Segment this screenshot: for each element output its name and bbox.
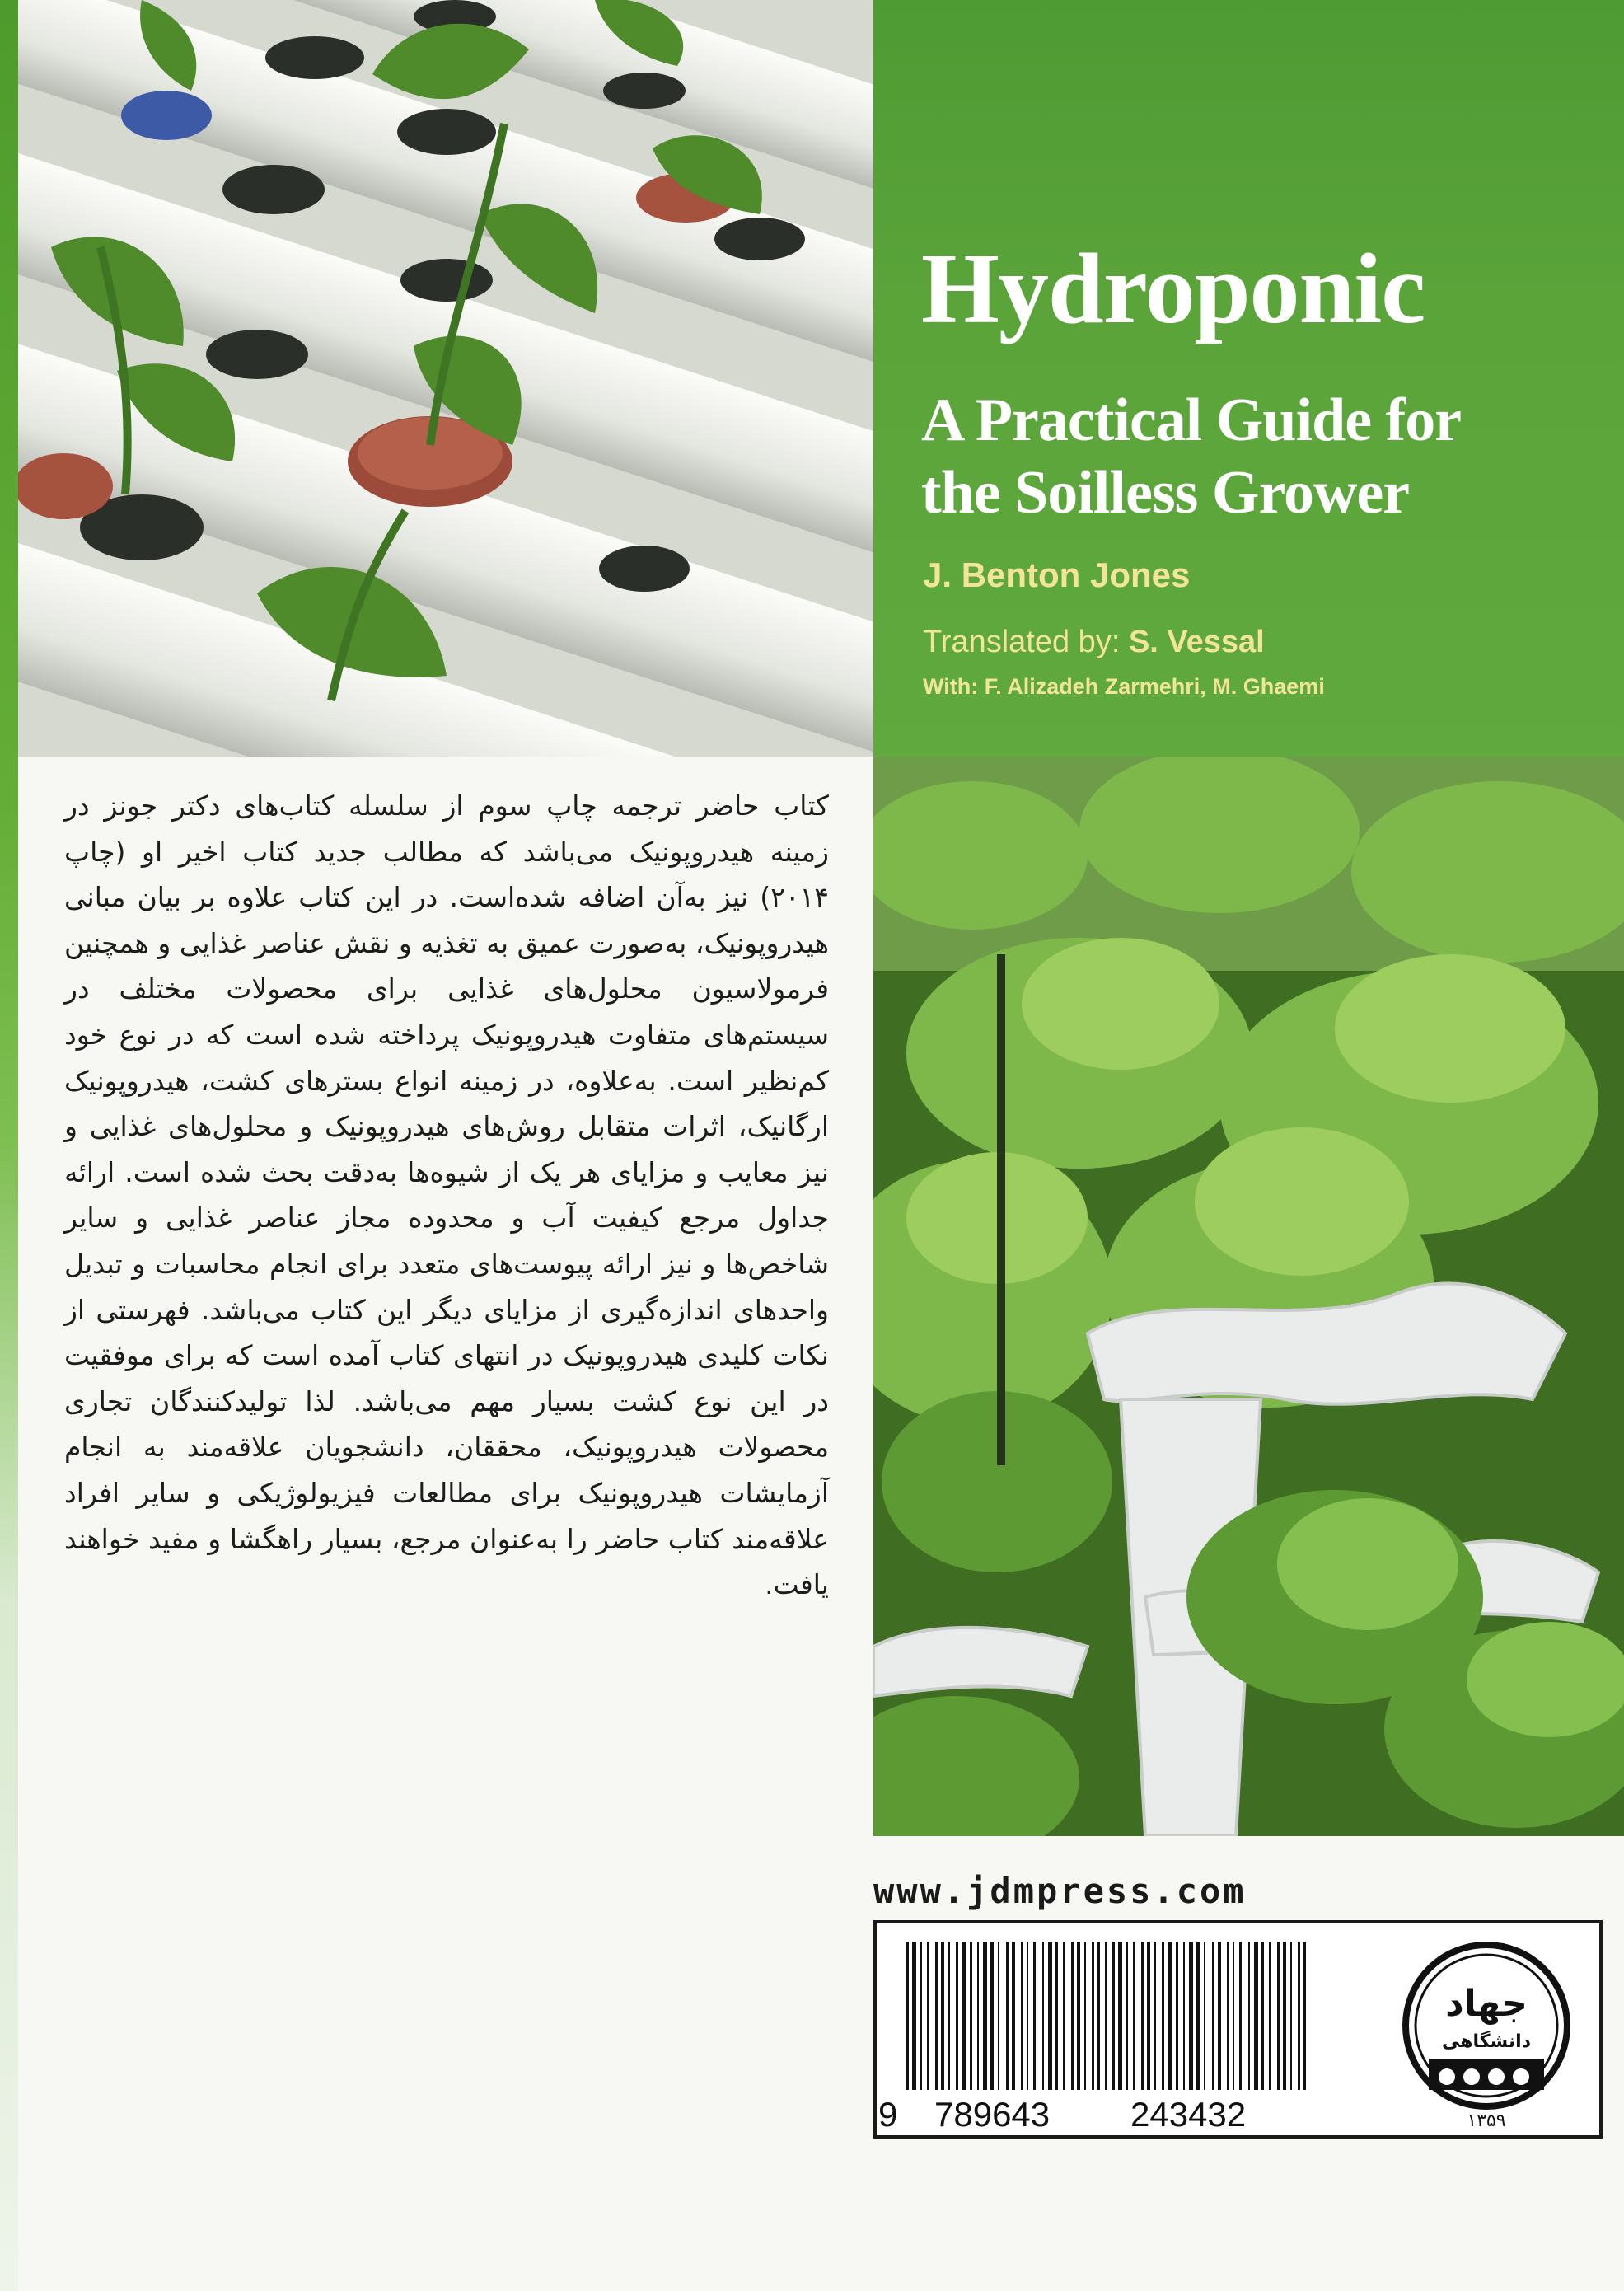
book-subtitle: [921, 384, 1461, 529]
subtitle-line-1: A Practical Guide for: [921, 387, 1462, 454]
lettuce-photo-illustration: [873, 757, 1624, 1836]
hydroponic-pipes-photo: [18, 0, 873, 757]
translator-name: S. Vessal: [1128, 625, 1265, 659]
isbn-barcode: [898, 1942, 1318, 2098]
translated-by-label: Translated by:: [923, 625, 1121, 659]
pipes-photo-illustration: [18, 0, 873, 757]
book-title: Hydroponic: [921, 233, 1425, 344]
translator-line: [923, 625, 1265, 660]
cover-edge-strip: [0, 0, 18, 2291]
lettuce-tower-photo: [873, 757, 1624, 1836]
barcode-right-group: 243432: [1130, 2095, 1247, 2134]
co-translators: With: F. Alizadeh Zarmehri, M. Ghaemi: [923, 674, 1325, 699]
subtitle-line-2: the Soilless Grower: [921, 459, 1410, 527]
title-panel: [873, 0, 1624, 757]
barcode-left-group: 789643: [934, 2095, 1051, 2134]
publisher-website: www.jdmpress.com: [873, 1871, 1247, 1911]
author-name: J. Benton Jones: [923, 555, 1191, 594]
logo-year: ۱۳۵۹: [1467, 2111, 1506, 2131]
book-description: کتاب حاضر ترجمه چاپ سوم از سلسله کتاب‌های دکتر جونز در زمینه هیدروپونیک می‌باشد که مطالب جدید کتاب اخیر او (چاپ ۲۰۱۴) نیز به‌آن اضافه شده‌است. در این کتاب علاوه بر بیان مبانی هیدروپونیک، به‌صورت عمیق به تغذیه و نقش عناصر غذایی و همچنین فرمولاسیون محلول‌های غذایی برای محصولات مختلف در سیستم‌های متفاوت هیدروپونیک پرداخته شده است که در نوع خود کم‌نظیر است. به‌علاوه، در زمینه انواع بسترهای کشت، هیدروپونیک ارگانیک، اثرات متقابل روش‌های هیدروپونیک و محلول‌های غذایی و نیز معایب و مزایای هر یک از شیوه‌ها به‌دقت بحث شده است. ارائه جداول مرجع کیفیت آب و محدوده مجاز عناصر غذایی و سایر شاخص‌ها و نیز ارائه پیوست‌های متعدد برای انجام محاسبات و تبدیل واحدهای اندازه‌گیری از مزایای دیگر این کتاب می‌باشد. فهرستی از نکات کلیدی هیدروپونیک در انتهای کتاب آمده است که برای موفقیت در این نوع کشت بسیار مهم می‌باشد. لذا تولیدکنندگان تجاری محصولات هیدروپونیک، محققان، دانشجویان علاقه‌مند به انجام آزمایشات هیدروپونیک برای مطالعات فیزیولوژیکی و سایر افراد علاقه‌مند کتاب حاضر را به‌عنوان مرجع، بسیار راهگشا و مفید خواهند یافت.: [64, 789, 829, 1601]
logo-name: جهاد: [1445, 1983, 1528, 2025]
barcode-panel: [873, 1920, 1603, 2139]
logo-subname: دانشگاهی: [1441, 2031, 1532, 2052]
publisher-logo-icon: [1371, 1935, 1602, 2133]
barcode-first-digit: 9: [878, 2095, 898, 2134]
